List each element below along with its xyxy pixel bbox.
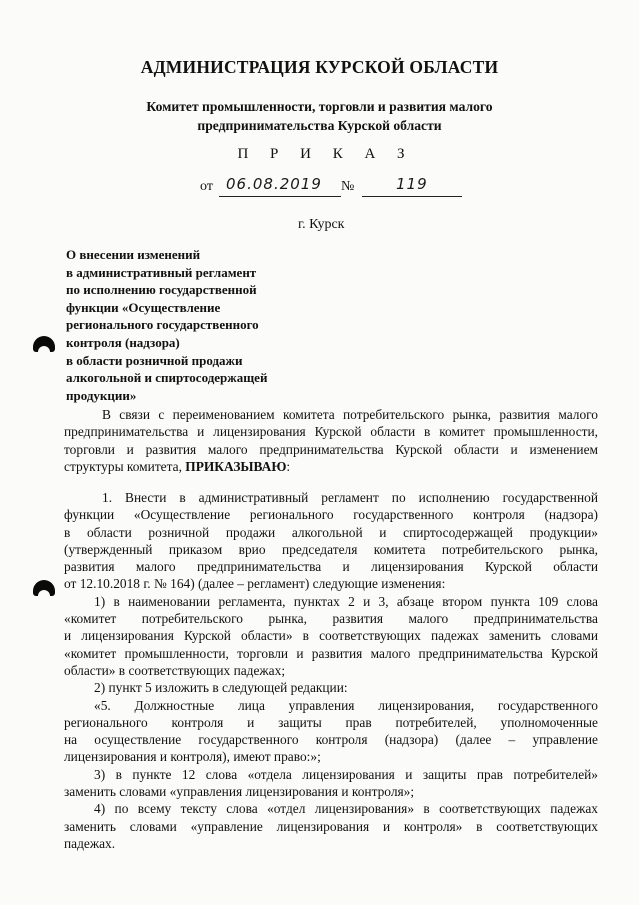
text-line: [64, 458, 598, 475]
date-underline: [219, 196, 341, 197]
text-line: 1) в наименовании регламента, пунктах 2 и 3, абзаце втором пункта 109 слова: [94, 593, 598, 609]
punch-hole-mark: [33, 580, 55, 596]
date-handwritten: 06.08.2019: [226, 175, 322, 193]
number-prefix: №: [341, 179, 355, 194]
text-line: «комитет потребительского рынка, развития малого предпринимательства: [64, 611, 598, 627]
preamble-last-text: структуры комитета,: [64, 458, 182, 474]
committee-line: Комитет промышленности, торговли и развития малого: [146, 99, 493, 114]
city: г. Курск: [298, 217, 345, 232]
text-line: (утвержденный приказом врио председателя комитета потребительского рынка,: [64, 541, 598, 557]
text-line: заменить словами «управления лицензирования и контроля»;: [64, 784, 415, 800]
text-line: регионального контроля и защиты прав потребителей, уполномоченные: [64, 714, 598, 730]
text-line: В связи с переименованием комитета потребительского рынка, развития малого: [102, 407, 598, 422]
date-number-line: [200, 177, 470, 199]
subject-line: функции «Осуществление: [66, 299, 221, 315]
number-underline: [362, 196, 462, 197]
text-line: «комитет промышленности, торговли и развития малого предпринимательства Курской: [64, 645, 598, 661]
order-heading: П Р И К А З: [237, 146, 414, 162]
text-line: 2) пункт 5 изложить в следующей редакции:: [94, 680, 348, 696]
text-line: 4) по всему тексту слова «отдел лицензирования» в соответствующих падежах: [94, 801, 598, 817]
committee-name: [0, 97, 639, 135]
text-line: в области розничной продажи алкогольной и спиртосодержащей продукции»: [64, 524, 598, 540]
text-line: падежах.: [64, 835, 116, 851]
text-line: торговли и развития малого предпринимательства Курской области и изменением: [64, 441, 598, 457]
subject-line: в административный регламент: [66, 264, 257, 280]
order-subject: [66, 246, 306, 404]
committee-line: предпринимательства Курской области: [197, 118, 442, 133]
date-prefix: от: [200, 179, 213, 194]
text-line: развития малого предпринимательства и лицензирования Курской области: [64, 559, 598, 575]
text-line: заменить словами «управление лицензирования и контроля» в соответствующих: [64, 818, 598, 834]
text-line: на осуществление государственного контроля (надзора) (далее – управление: [64, 732, 598, 748]
number-handwritten: 119: [396, 175, 428, 193]
text-line: 3) в пункте 12 слова «отдела лицензирования и защиты прав потребителей»: [94, 766, 598, 782]
subject-line: контроля (надзора): [66, 334, 180, 350]
subject-line: по исполнению государственной: [66, 282, 257, 298]
text-line: 1. Внести в административный регламент по исполнению государственной: [102, 490, 598, 505]
text-line: лицензирования и контроля), имеют право:»;: [64, 749, 321, 765]
order-body: [64, 489, 598, 852]
text-line: от 12.10.2018 г. № 164) (далее – регламент) следующие изменения:: [64, 576, 446, 592]
subject-line: регионального государственного: [66, 317, 259, 333]
text-line: области» в соответствующих падежах;: [64, 662, 286, 678]
text-line: и лицензирования Курской области» в соответствующих падежах заменить словами: [64, 628, 598, 644]
subject-line: алкогольной и спиртосодержащей: [66, 370, 268, 386]
decree-word: ПРИКАЗЫВАЮ: [185, 458, 287, 474]
text-line: «5. Должностные лица управления лицензирования, государственного: [94, 697, 598, 713]
text-line: предпринимательства и лицензирования Курской области в комитет промышленности,: [64, 424, 598, 440]
punch-hole-mark: [33, 336, 55, 352]
subject-line: в области розничной продажи: [66, 352, 243, 368]
subject-line: продукции»: [66, 387, 137, 403]
document-title: АДМИНИСТРАЦИЯ КУРСКОЙ ОБЛАСТИ: [140, 57, 499, 77]
subject-line: О внесении изменений: [66, 247, 201, 262]
decree-suffix: :: [286, 458, 291, 474]
text-line: функции «Осуществление регионального государственного контроля (надзора): [64, 507, 598, 523]
preamble-paragraph: [64, 406, 598, 475]
